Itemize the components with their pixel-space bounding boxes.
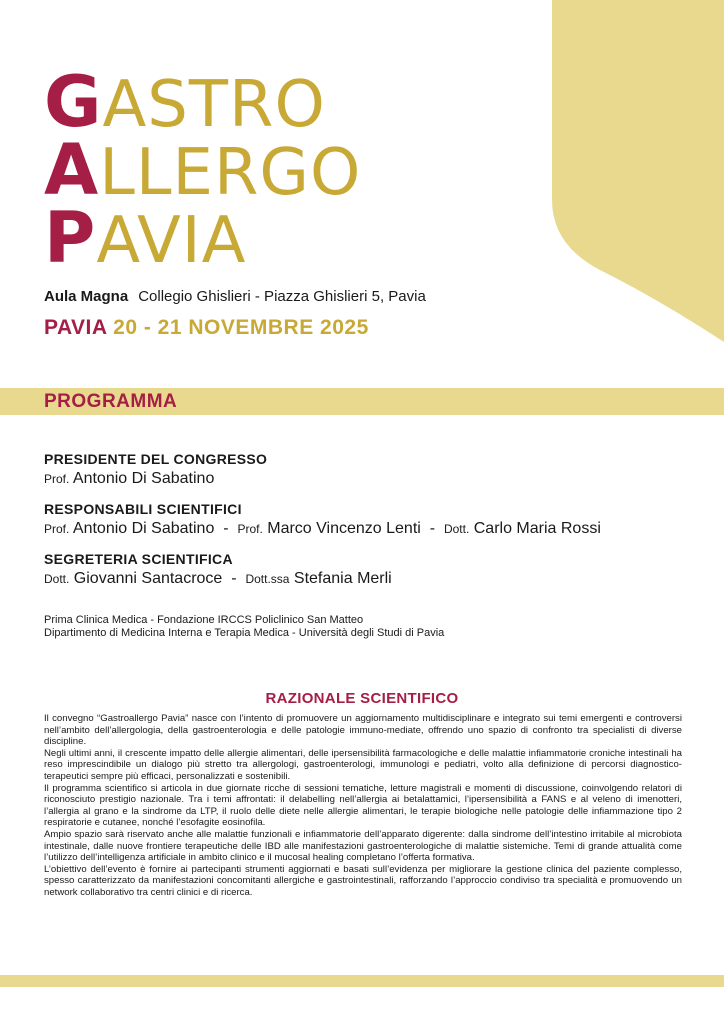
affiliation-line: Dipartimento di Medicina Interna e Terapia Medica - Università degli Studi di Pavia bbox=[44, 627, 445, 639]
programma-heading: PROGRAMMA bbox=[44, 391, 178, 412]
dates-city: PAVIA bbox=[44, 316, 107, 339]
dates-range: 20 - 21 NOVEMBRE 2025 bbox=[113, 316, 369, 339]
title-line-pavia: PAVIA bbox=[44, 197, 247, 279]
responsabili-heading: RESPONSABILI SCIENTIFICI bbox=[44, 501, 242, 517]
segreteria-heading: SEGRETERIA SCIENTIFICA bbox=[44, 551, 233, 567]
programma-band bbox=[0, 388, 724, 415]
segreteria-section bbox=[44, 551, 392, 588]
razionale-paragraph: Il convegno “Gastroallergo Pavia” nasce con l’intento di promuovere un aggiornamento multidisciplinare e integrato sui temi emergenti e controversi nell’ambito dell’allergologia, della gastroenterologia e delle patologie immuno-mediate, offrendo uno spazio di confronto tra specialisti di diverse discipline. bbox=[44, 713, 682, 748]
title-line-gastro: GASTRO bbox=[44, 61, 326, 143]
responsabili-names: Prof. Antonio Di Sabatino - Prof. Marco Vincenzo Lenti - Dott. Carlo Maria Rossi bbox=[44, 520, 601, 537]
affiliation-line: Prima Clinica Medica - Fondazione IRCCS Policlinico San Matteo bbox=[44, 614, 364, 626]
title-line-allergo: ALLERGO bbox=[44, 129, 362, 211]
bottom-band bbox=[0, 975, 724, 987]
razionale-body bbox=[44, 713, 682, 899]
presidente-names: Prof. Antonio Di Sabatino bbox=[44, 470, 215, 487]
event-dates bbox=[44, 316, 369, 340]
venue-label: Aula Magna bbox=[44, 288, 129, 305]
razionale-paragraph: Ampio spazio sarà riservato anche alle malattie funzionali e infiammatorie dell’apparato digerente: dalla sindrome dell’intestino irritabile al microbiota intestinale, dalle nuove frontiere terapeutiche delle IBD alle manifestazioni gastroenterologiche di malattie sistemiche. Temi di grande attualità come l’utilizzo dell’intelligenza artificiale in ambito clinico e il mucosal healing completano l’offerta formativa. bbox=[44, 828, 682, 864]
venue-address: Collegio Ghislieri - Piazza Ghislieri 5, Pavia bbox=[138, 288, 426, 305]
presidente-heading: PRESIDENTE DEL CONGRESSO bbox=[44, 451, 268, 467]
razionale-paragraph: Il programma scientifico si articola in due giornate ricche di sessioni tematiche, letture magistrali e momenti di discussione, coinvolgendo relatori di riconosciuto prestigio nazionale. Tra i temi affrontati: il delabelling nell’allergia ai betalattamici, l’ipersensibilità a FANS e al veleno di imenotteri, l’allergia al grano e la sindrome da LTP, il ruolo delle diete nelle allergie alimentari, le terapie biologiche nelle patologie delle infiammazione tipo 2 respiratorie e cutanee, nonché l’esofagite eosinofila. bbox=[44, 782, 682, 829]
razionale-paragraph: L’obiettivo dell’evento è fornire ai partecipanti strumenti aggiornati e basati sull’evidenza per migliorare la gestione clinica del paziente complesso, spesso caratterizzato da manifestazioni concomitanti allergiche e gastrointestinali, rafforzando l’approccio condiviso tra specialità e promuovendo un network collaborativo tra centri clinici e di ricerca. bbox=[44, 863, 682, 898]
responsabili-section bbox=[44, 501, 601, 538]
presidente-section bbox=[44, 451, 267, 488]
affiliations bbox=[44, 614, 444, 640]
venue-line bbox=[44, 288, 426, 305]
razionale-heading: RAZIONALE SCIENTIFICO bbox=[265, 690, 459, 707]
segreteria-names: Dott. Giovanni Santacroce - Dott.ssa Stefania Merli bbox=[44, 570, 392, 587]
razionale-paragraph: Negli ultimi anni, il crescente impatto delle allergie alimentari, delle ipersensibilità farmacologiche e delle malattie infiammatorie croniche intestinali ha reso imprescindibile un dialogo più stretto tra allergologi, gastroenterologi, immunologi e pediatri, volto alla definizione di percorsi diagnostico-terapeutici sempre più efficaci, personalizzati e sostenibili. bbox=[44, 747, 682, 782]
